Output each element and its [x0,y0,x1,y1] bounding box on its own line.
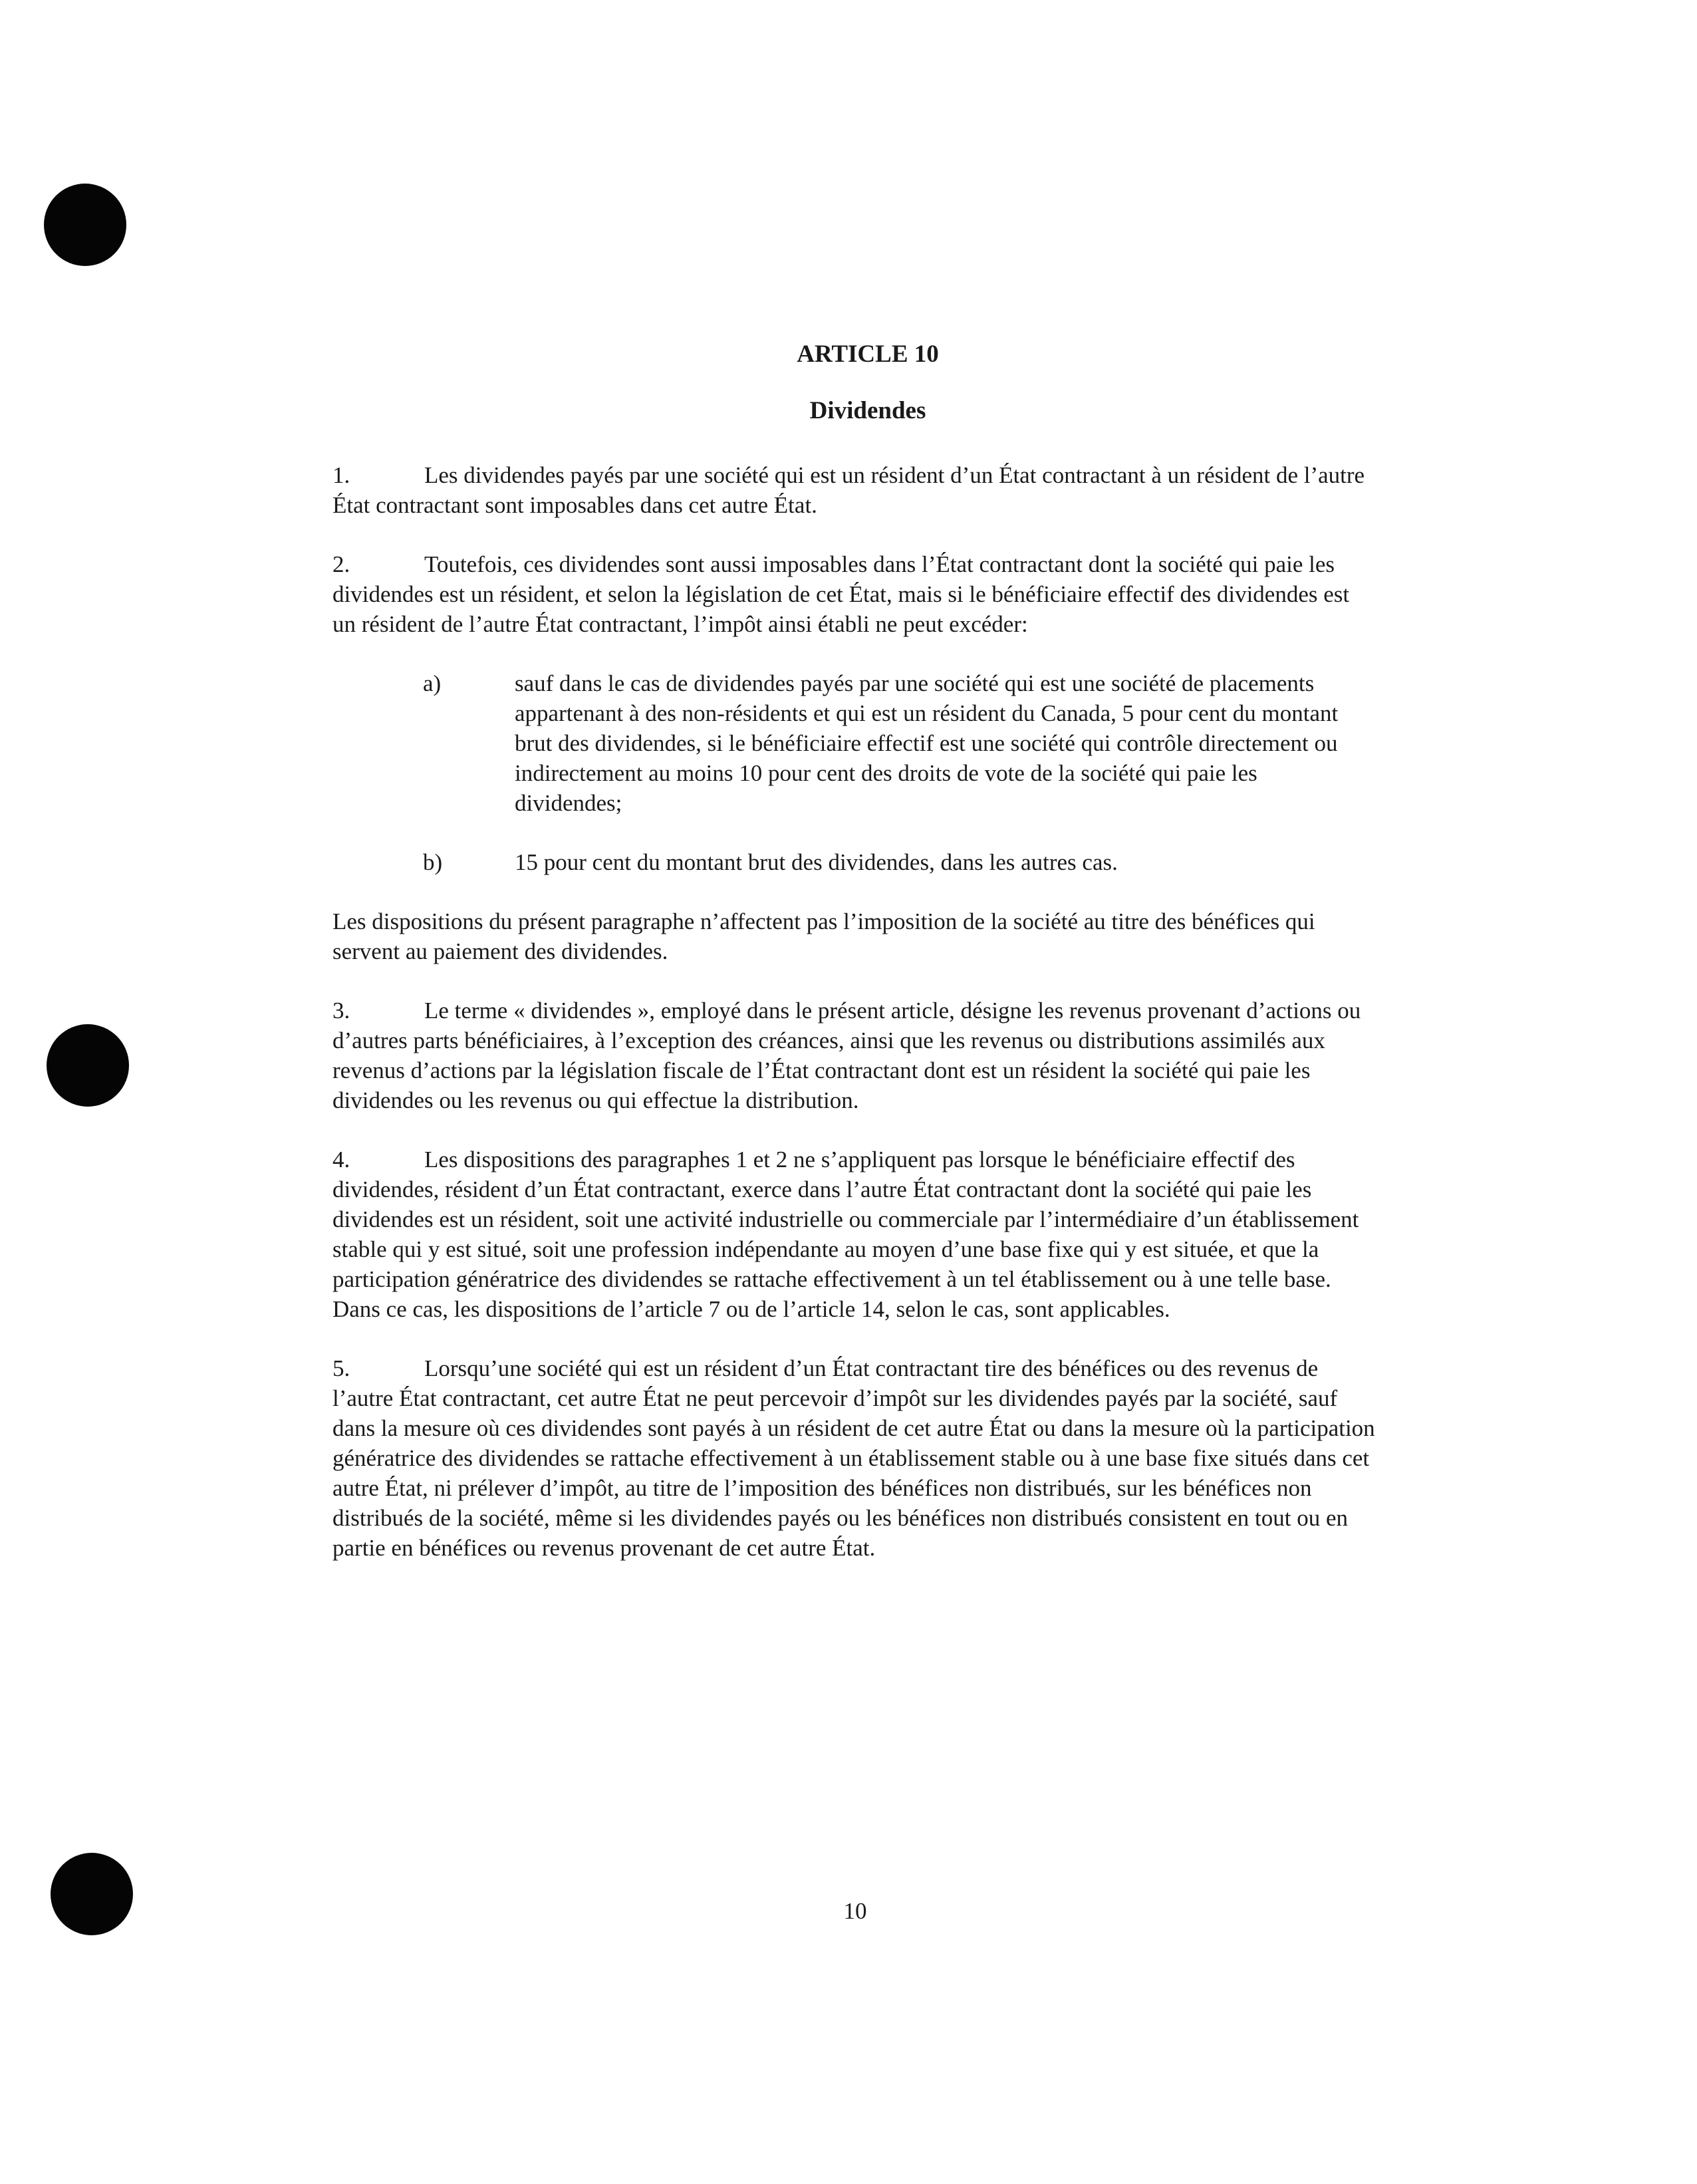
punch-hole-bottom [51,1853,133,1935]
article-title: ARTICLE 10 [797,341,939,368]
paragraph-text: Toutefois, ces dividendes sont aussi imposables dans l’État contractant dont la société qui paie les dividendes est un résident, et selon la législation de cet État, mais si le bénéficiaire effectif des dividendes est un résident de l’autre État contractant, l’impôt ainsi établi ne peut excéder: [332,551,1350,637]
paragraph-number: 4. [332,1147,350,1172]
sub-paragraph-text: sauf dans le cas de dividendes payés par une société qui est une société de placements appartenant à des non-résidents et qui est un résident du Canada, 5 pour cent du montant brut des dividendes, si le bénéficiaire effectif est une société qui contrôle directement ou indirectement au moins 10 pour cent des droits de vote de la société qui paie les dividendes; [515,670,1339,816]
punch-hole-middle [47,1024,129,1107]
article-subtitle: Dividendes [809,397,926,424]
sub-paragraph-label: a) [423,670,442,696]
punch-hole-top [44,184,126,266]
sub-paragraph-label: b) [423,849,443,875]
paragraph-3 [332,996,1376,1115]
document-body [332,319,1376,1592]
paragraph-number: 2. [332,551,350,577]
paragraph-text: Les dividendes payés par une société qui est un résident d’un État contractant à un résident de l’autre État contractant sont imposables dans cet autre État. [332,462,1365,518]
paragraph-2-closing: Les dispositions du présent paragraphe n’affectent pas l’imposition de la société au titre des bénéfices qui servent au paiement des dividendes. [332,908,1315,964]
paragraph-number: 3. [332,998,350,1024]
paragraph-4 [332,1145,1376,1324]
paragraph-text: Les dispositions des paragraphes 1 et 2 ne s’appliquent pas lorsque le bénéficiaire effectif des dividendes, résident d’un État contractant, exerce dans l’autre État contractant dont la société qui paie les dividendes est un résident, soit une activité industrielle ou commerciale par l’intermédiaire d’un établissement stable qui y est situé, soit une profession indépendante au moyen d’une base fixe qui y est située, et que la participation génératrice des dividendes se rattache effectivement à un tel établissement ou à une telle base. Dans ce cas, les dispositions de l’article 7 ou de l’article 14, selon le cas, sont applicables. [332,1147,1359,1322]
paragraph-text: Lorsqu’une société qui est un résident d’un État contractant tire des bénéfices ou des revenus de l’autre État contractant, cet autre État ne peut percevoir d’impôt sur les dividendes payés par la société, sauf dans la mesure où ces dividendes sont payés à un résident de cet autre État ou dans la mesure où la participation génératrice des dividendes se rattache effectivement à un établissement stable ou à une base fixe situés dans cet autre État, ni prélever d’impôt, au titre de l’imposition des bénéfices non distribués, sur les bénéfices non distribués de la société, même si les dividendes payés ou les bénéfices non distribués consistent en tout ou en partie en bénéfices ou revenus provenant de cet autre État. [332,1355,1375,1561]
sub-paragraph-text: 15 pour cent du montant brut des dividendes, dans les autres cas. [515,849,1118,875]
paragraph-number: 5. [332,1355,350,1381]
sub-paragraph-b [332,847,1376,877]
paragraph-1 [332,460,1376,520]
sub-paragraph-list [332,668,1376,877]
paragraph-5 [332,1353,1376,1563]
sub-paragraph-a [332,668,1376,818]
paragraph-text: Le terme « dividendes », employé dans le présent article, désigne les revenus provenant d’actions ou d’autres parts bénéficiaires, à l’exception des créances, ainsi que les revenus ou distributions assimilés aux revenus d’actions par la législation fiscale de l’État contractant dont est un résident la société qui paie les dividendes ou les revenus ou qui effectue la distribution. [332,998,1361,1113]
paragraph-number: 1. [332,462,350,488]
paragraph-2 [332,549,1376,639]
page-number: 10 [843,1898,867,1924]
